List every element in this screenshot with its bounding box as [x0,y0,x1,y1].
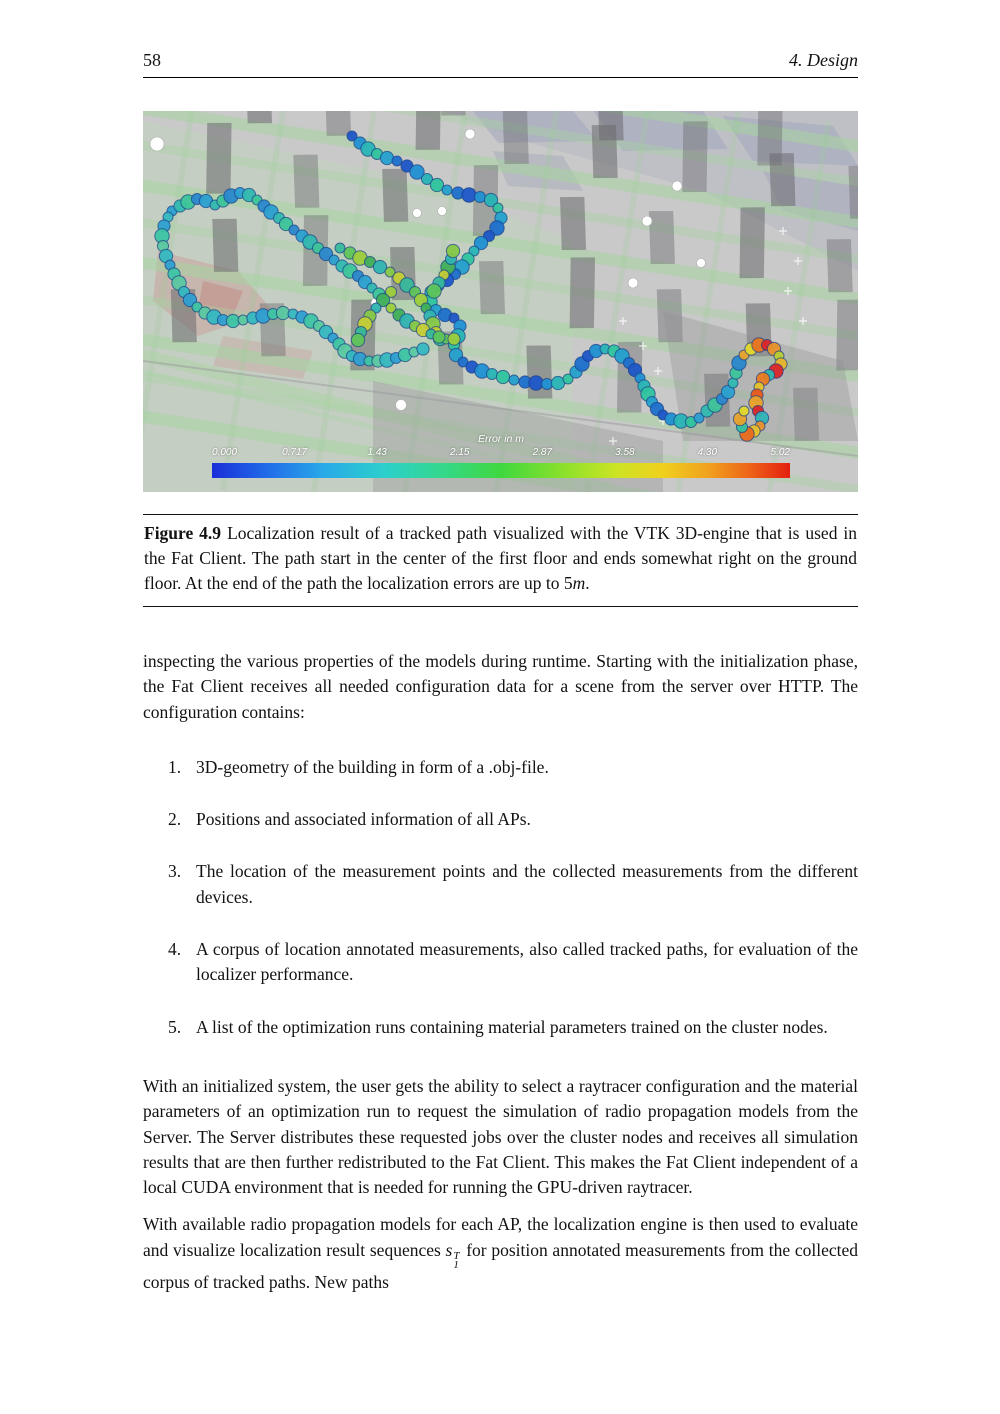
list-item-number: 4. [168,939,182,960]
configuration-list [143,755,858,1040]
colorbar-tick: 0.000 [212,447,238,458]
list-item [168,1015,858,1040]
figure-caption [143,514,858,607]
page-number: 58 [143,50,161,70]
page-header [143,50,858,78]
colorbar-tick: 0.717 [282,447,308,458]
chapter-title: 4. Design [789,50,858,70]
list-item-number: 3. [168,861,182,882]
math-sequence-symbol: s T 1 [445,1239,460,1271]
colorbar-tick: 5.02 [770,447,790,458]
body-paragraph-1: inspecting the various properties of the models during runtime. Starting with the initialization phase, the Fat Client receives all needed configuration data for a scene from the server over HTTP. The configuration contains: [143,651,858,722]
colorbar-gradient [212,463,790,478]
body-paragraph-2: With an initialized system, the user gets the ability to select a raytracer configuration and the material parameters of an optimization run to request the simulation of radio propagation models from the Server. The Server distributes these requested jobs over the cluster nodes and receives all simulation results that are then further redistributed to the Fat Client. This makes the Fat Client independent of a local CUDA environment that is needed for running the GPU-driven raytracer. [143,1075,858,1198]
caption-math-m: m [572,573,586,593]
colorbar-tick: 1.43 [367,447,387,458]
colorbar-title: Error in m [477,433,525,445]
paragraph-3-text-before: With available radio propagation models for each AP, the localization engine is then used to evaluate and visualize localization result sequences [143,1214,858,1260]
colorbar-tick: 2.15 [449,447,470,458]
list-item-text: A corpus of location annotated measurements, also called tracked paths, for evaluation of the localizer performance. [196,939,858,985]
list-item-text: 3D-geometry of the building in form of a .obj-file. [196,756,549,777]
figure-3d-visualization [143,111,858,492]
list-item-number: 5. [168,1016,182,1037]
figure-caption-label: Figure 4.9 [144,523,222,543]
list-item-number: 2. [168,809,182,830]
list-item-text: A list of the optimization runs containing material parameters trained on the cluster nodes. [196,1016,828,1037]
figure-caption-text: Localization result of a tracked path visualized with the VTK 3D-engine that is used in the Fat Client. The path start in the center of the first floor and ends somewhat right on the ground floor. At the end of the path the localization errors are up to 5 [144,523,857,593]
list-item-text: Positions and associated information of all APs. [196,809,531,830]
figure-caption-period: . [585,573,590,593]
list-item-text: The location of the measurement points and the collected measurements from the different devices. [196,861,858,907]
body-paragraph-3 [143,1212,858,1295]
list-item [168,807,858,832]
colorbar-tick: 2.87 [532,447,553,458]
paragraph-3-text-after: for position annotated measurements from the collected corpus of tracked paths. New paths [143,1239,859,1292]
colorbar-tick: 4.30 [697,447,718,458]
list-item [168,937,858,988]
list-item [168,755,858,780]
list-item [168,859,858,910]
list-item-number: 1. [168,756,182,777]
colorbar-tick: 3.58 [615,447,635,458]
